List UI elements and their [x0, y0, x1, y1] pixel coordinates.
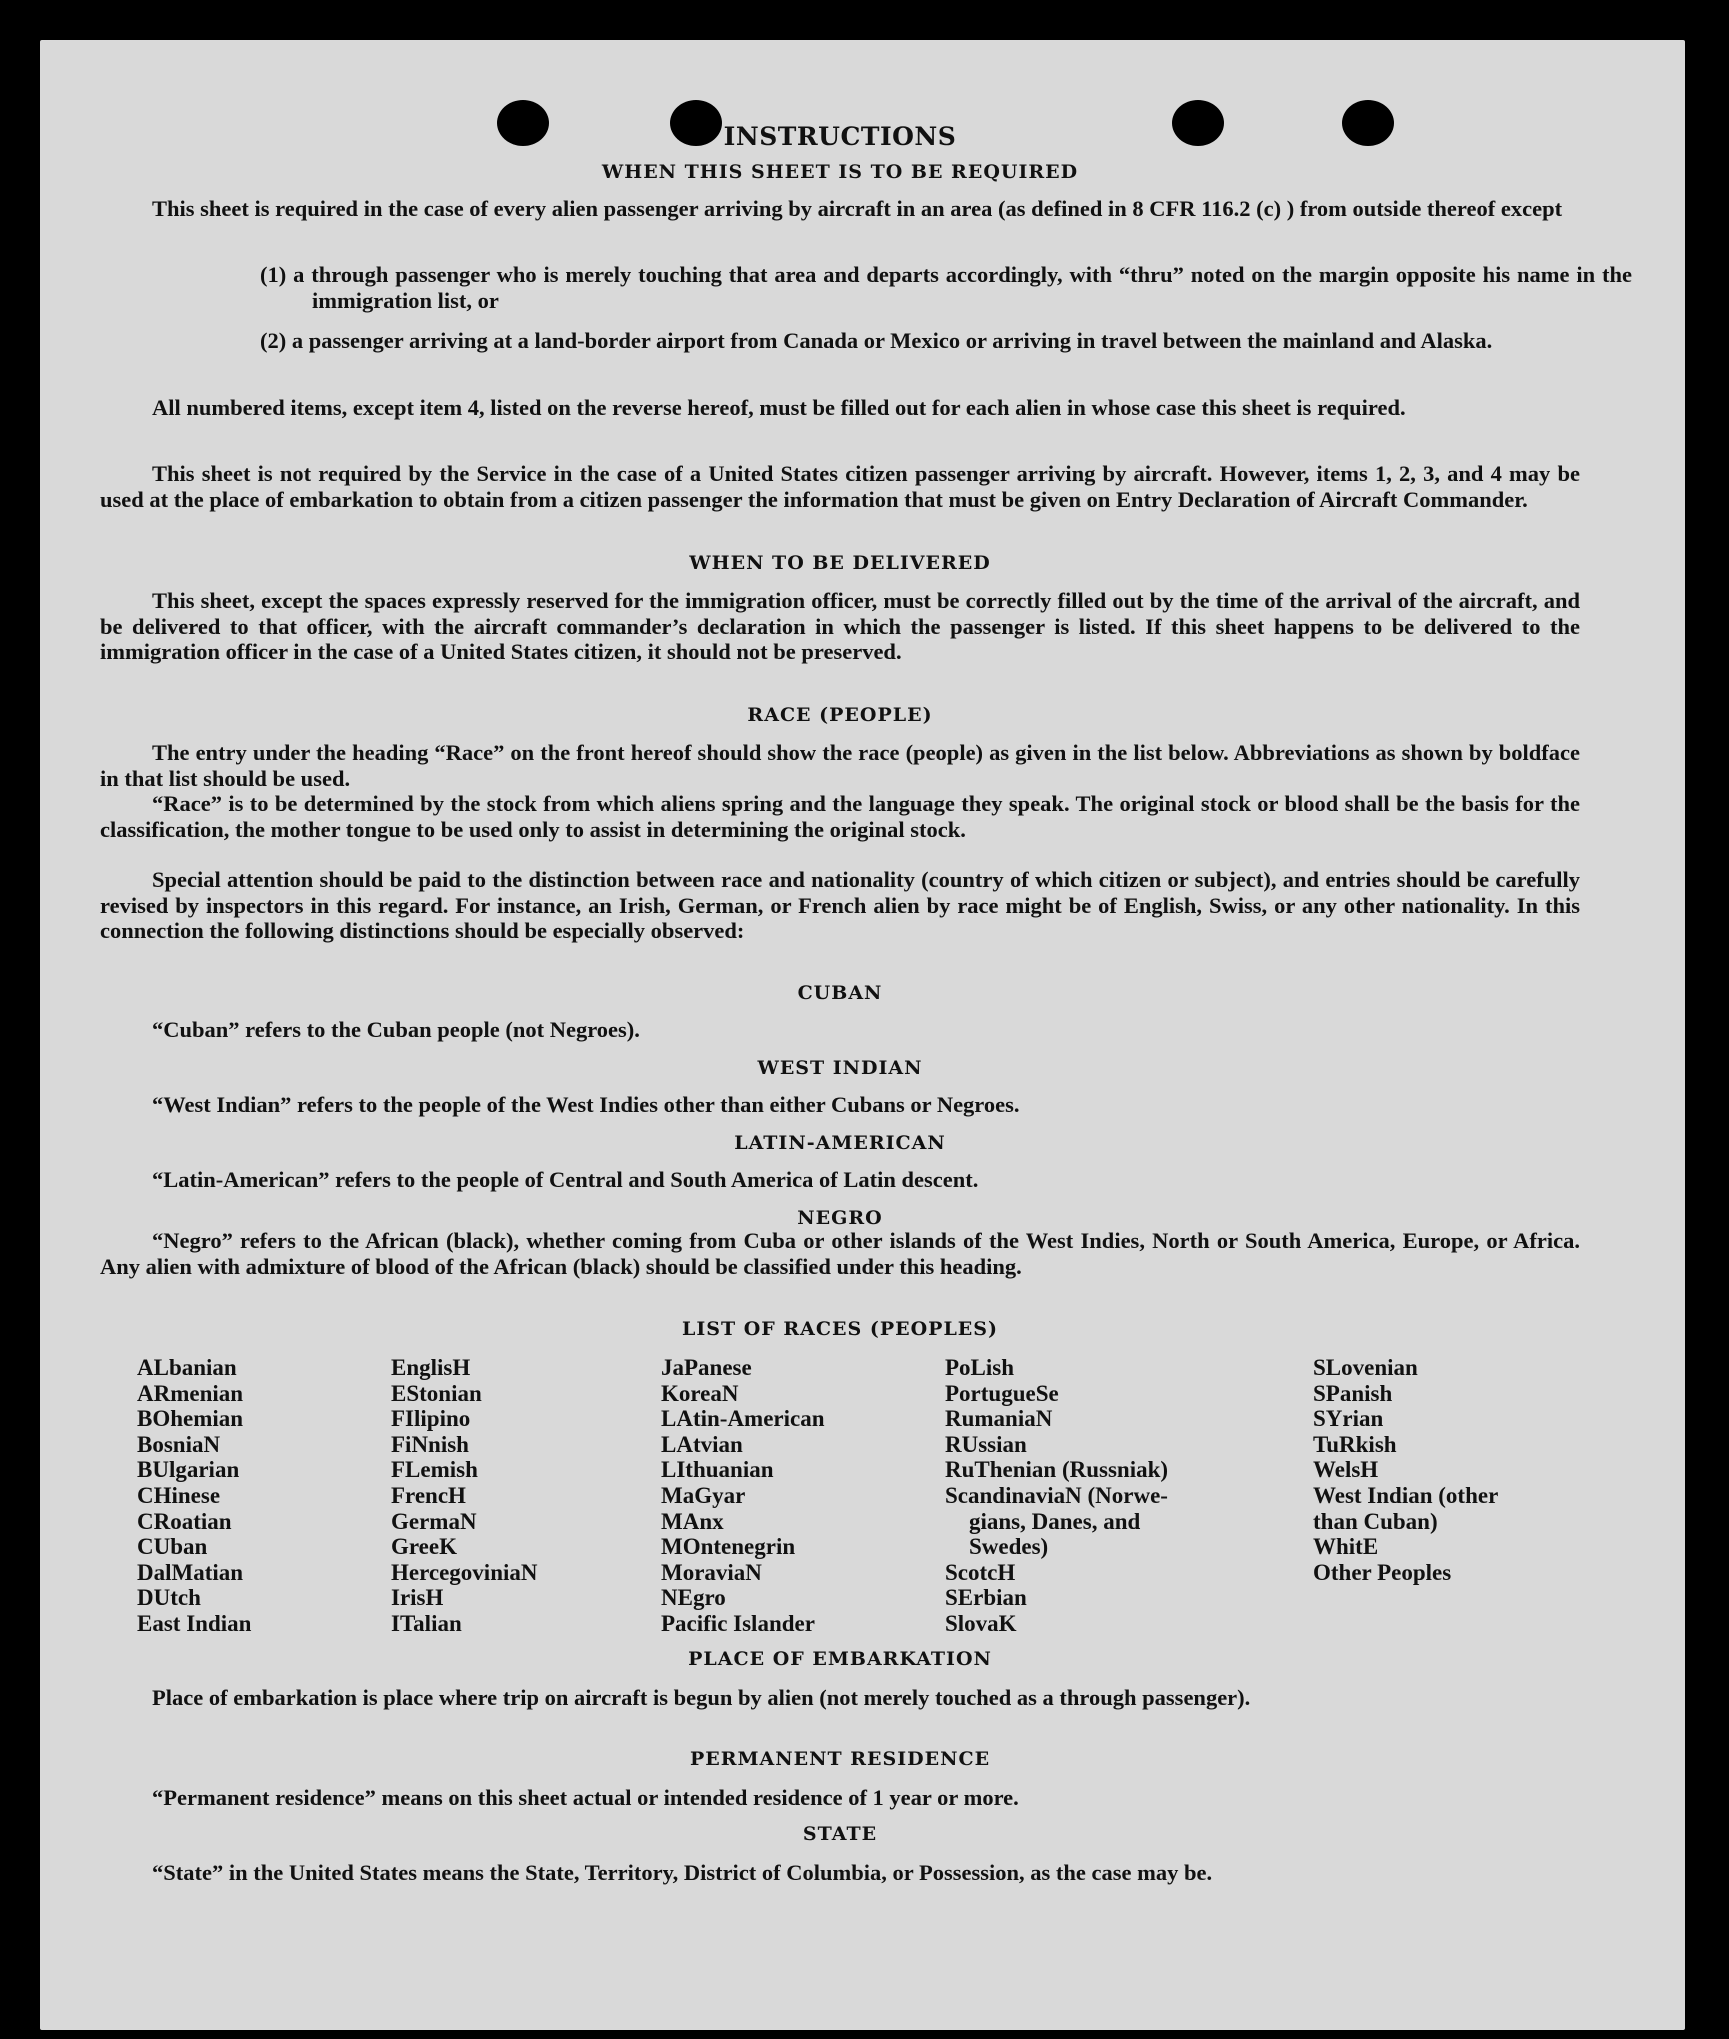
- race-entry: GermaN: [391, 1508, 477, 1534]
- race-entry: SErbian: [945, 1585, 1027, 1611]
- heading-race: RACE (PEOPLE): [747, 704, 933, 726]
- race-entry: SlovaK: [945, 1610, 1017, 1636]
- paragraph: This sheet is required in the case of every alien passenger arriving by aircraft in an area (as defined in 8 CFR 116.2 (c) ) from outside thereof except: [152, 196, 1563, 221]
- race-entry: SLovenian: [1313, 1355, 1418, 1380]
- race-entry: CUban: [137, 1534, 208, 1560]
- paragraph: “Permanent residence” means on this sheet actual or intended residence of 1 year or more.: [152, 1785, 1019, 1810]
- heading-when-delivered: WHEN TO BE DELIVERED: [689, 552, 991, 574]
- heading-when-required: WHEN THIS SHEET IS TO BE REQUIRED: [601, 161, 1079, 183]
- race-entry: Other Peoples: [1313, 1559, 1452, 1585]
- race-entry: BUlgarian: [137, 1457, 240, 1483]
- race-entry: MOntenegrin: [661, 1534, 796, 1560]
- race-entry: RuThenian (Russniak): [945, 1457, 1169, 1483]
- heading-embarkation: PLACE OF EMBARKATION: [688, 1648, 992, 1670]
- race-entry: MaGyar: [661, 1482, 746, 1508]
- race-entry: West Indian (other: [1313, 1482, 1499, 1508]
- race-entry: CHinese: [137, 1482, 221, 1508]
- paragraph: The entry under the heading “Race” on the front hereof should show the race (people) as given in the list below. Abbreviations as shown by boldface in that list should be used.: [100, 740, 1580, 791]
- race-entry: CRoatian: [137, 1508, 232, 1534]
- race-entry: KoreaN: [661, 1380, 739, 1406]
- page-title: INSTRUCTIONS: [723, 122, 957, 151]
- race-entry: than Cuban): [1313, 1508, 1438, 1534]
- race-entry: NEgro: [661, 1585, 726, 1611]
- race-entry: IrisH: [391, 1585, 444, 1611]
- race-entry: FiNnish: [391, 1431, 469, 1457]
- paragraph: Special attention should be paid to the distinction between race and nationality (country of which citizen or subject), and entries should be carefully revised by inspectors in this regard. For instance, an Irish, German, or French alien by race might be of English, Swiss, or any other nationality. In this connection the following distinctions should be especially observed:: [100, 867, 1580, 943]
- heading-permanent-residence: PERMANENT RESIDENCE: [689, 1748, 991, 1770]
- race-column: [661, 1355, 825, 1637]
- race-entry: BosniaN: [137, 1431, 221, 1457]
- race-entry: LAtvian: [661, 1431, 743, 1457]
- heading-latin-american: LATIN-AMERICAN: [734, 1132, 946, 1154]
- race-entry: MAnx: [661, 1508, 724, 1534]
- race-entry: Swedes): [969, 1534, 1049, 1560]
- race-entry: EStonian: [391, 1380, 482, 1406]
- race-entry: WhitE: [1313, 1534, 1379, 1560]
- race-entry: ITalian: [391, 1610, 462, 1636]
- heading-west-indian: WEST INDIAN: [757, 1057, 923, 1079]
- race-entry: TuRkish: [1313, 1431, 1397, 1457]
- race-entry: JaPanese: [661, 1355, 752, 1380]
- race-entry: ScandinaviaN (Norwe-: [945, 1482, 1168, 1508]
- race-column: [137, 1355, 251, 1637]
- race-entry: gians, Danes, and: [969, 1508, 1141, 1534]
- race-entry: WelsH: [1313, 1457, 1379, 1483]
- race-entry: MoraviaN: [661, 1559, 762, 1585]
- list-item: (2) a passenger arriving at a land-border airport from Canada or Mexico or arriving in travel between the mainland and Alaska.: [260, 328, 1493, 353]
- race-entry: ScotcH: [945, 1559, 1016, 1585]
- paragraph: This sheet is not required by the Service in the case of a United States citizen passenger arriving by aircraft. However, items 1, 2, 3, and 4 may be used at the place of embarkation to obtain from a citizen passenger the information that must be given on Entry Declaration of Aircraft Commander.: [100, 461, 1580, 512]
- race-entry: ARmenian: [137, 1380, 244, 1406]
- race-entry: Pacific Islander: [661, 1610, 815, 1636]
- race-entry: SYrian: [1313, 1406, 1384, 1432]
- race-entry: EnglisH: [391, 1355, 471, 1380]
- paragraph: “Race” is to be determined by the stock from which aliens spring and the language they speak. The original stock or blood shall be the basis for the classification, the mother tongue to be used only to assist in determining the original stock.: [100, 791, 1580, 842]
- race-entry: East Indian: [137, 1610, 252, 1636]
- race-column: [1313, 1355, 1498, 1585]
- race-column: [945, 1355, 1168, 1637]
- race-entry: FLemish: [391, 1457, 478, 1483]
- race-entry: FIlipino: [391, 1406, 471, 1432]
- race-entry: RumaniaN: [945, 1406, 1053, 1432]
- paragraph: “Latin-American” refers to the people of Central and South America of Latin descent.: [152, 1167, 979, 1192]
- race-entry: DUtch: [137, 1585, 201, 1611]
- race-entry: RUssian: [945, 1431, 1027, 1457]
- race-entry: BOhemian: [137, 1406, 244, 1432]
- race-entry: HercegoviniaN: [391, 1559, 538, 1585]
- race-entry: LAtin-American: [661, 1406, 825, 1432]
- race-entry: GreeK: [391, 1534, 457, 1560]
- heading-negro: NEGRO: [797, 1207, 883, 1229]
- heading-cuban: CUBAN: [797, 982, 883, 1004]
- paragraph: All numbered items, except item 4, listed on the reverse hereof, must be filled out for each alien in whose case this sheet is required.: [152, 395, 1406, 420]
- race-entry: ALbanian: [137, 1355, 237, 1380]
- paragraph: “State” in the United States means the State, Territory, District of Columbia, or Possession, as the case may be.: [152, 1860, 1213, 1885]
- paragraph: “Cuban” refers to the Cuban people (not Negroes).: [152, 1017, 640, 1042]
- document-body: [100, 0, 1632, 2039]
- paragraph: “Negro” refers to the African (black), whether coming from Cuba or other islands of the West Indies, North or South America, Europe, or Africa. Any alien with admixture of blood of the African (black) should be classified under this heading.: [100, 1228, 1580, 1279]
- paragraph: This sheet, except the spaces expressly reserved for the immigration officer, must be correctly filled out by the time of the arrival of the aircraft, and be delivered to that officer, with the aircraft commander’s declaration in which the passenger is listed. If this sheet happens to be delivered to the immigration officer in the case of a United States citizen, it should not be preserved.: [100, 588, 1580, 664]
- race-entry: PoLish: [945, 1355, 1015, 1380]
- race-entry: SPanish: [1313, 1380, 1393, 1406]
- heading-state: STATE: [802, 1823, 878, 1845]
- paragraph: Place of embarkation is place where trip on aircraft is begun by alien (not merely touched as a through passenger).: [152, 1685, 1251, 1710]
- race-entry: FrencH: [391, 1482, 466, 1508]
- race-entry: PortugueSe: [945, 1380, 1059, 1406]
- heading-list-of-races: LIST OF RACES (PEOPLES): [682, 1318, 998, 1340]
- race-entry: DalMatian: [137, 1559, 244, 1585]
- list-item: (1) a through passenger who is merely touching that area and departs accordingly, with “thru” noted on the margin opposite his name in the immigration list, or: [260, 262, 1632, 313]
- race-column: [391, 1355, 538, 1637]
- paragraph: “West Indian” refers to the people of the West Indies other than either Cubans or Negroes.: [152, 1092, 1020, 1117]
- race-entry: LIthuanian: [661, 1457, 774, 1483]
